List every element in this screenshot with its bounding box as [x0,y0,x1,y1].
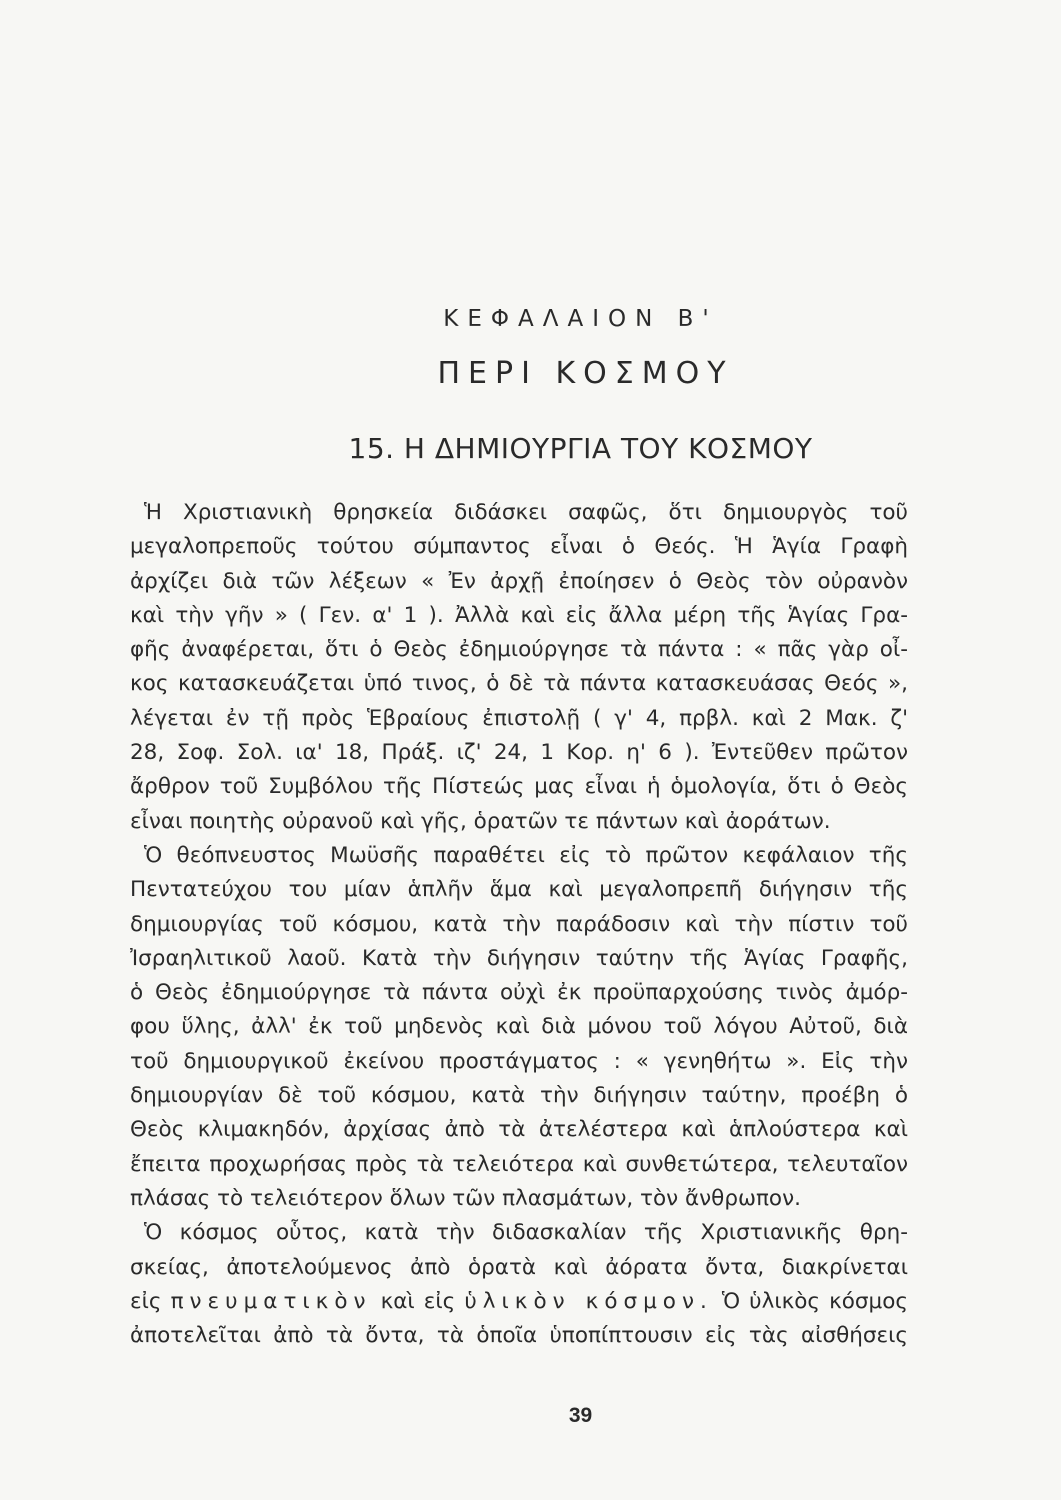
text-line: πλάσας τὸ τελειότερον ὅλων τῶν πλασμάτων, τὸν ἄνθρωπον. [130,1185,801,1211]
text-line: δημιουργίαν δὲ τοῦ κόσμου, κατὰ τὴν διήγησιν ταύτην, προέβη ὁ [130,1083,908,1109]
text-line: ὁ Θεὸς ἐδημιούργησε τὰ πάντα οὐχὶ ἐκ προϋπαρχούσης τινὸς ἀμόρ- [130,980,908,1006]
text-line: Ἡ Χριστιανικὴ θρησκεία διδάσκει σαφῶς, ὅτι δημιουργὸς τοῦ [144,500,908,525]
text-line: Ὁ θεόπνευστος Μωϋσῆς παραθέτει εἰς τὸ πρῶτον κεφάλαιον τῆς [144,842,908,868]
spaced-term: ὑλικὸν κόσμον. [464,1288,713,1314]
text-line: καὶ τὴν γῆν » ( Γεν. α' 1 ). Ἀλλὰ καὶ εἰς ἄλλα μέρη τῆς Ἁγίας Γρα- [130,602,908,628]
text-line: φου ὕλης, ἀλλ' ἐκ τοῦ μηδενὸς καὶ διὰ μόνου τοῦ λόγου Αὐτοῦ, διὰ [130,1014,908,1040]
text-line: Θεὸς κλιμακηδόν, ἀρχίσας ἀπὸ τὰ ἀτελέστερα καὶ ἁπλούστερα καὶ [130,1117,908,1143]
text-fragment: Ὁ ὑλικὸς κόσμος [721,1288,908,1314]
text-line: Πεντατεύχου του μίαν ἁπλῆν ἅμα καὶ μεγαλοπρεπῆ διήγησιν τῆς [130,877,908,903]
text-line: ἄρθρον τοῦ Συμβόλου τῆς Πίστεώς μας εἶναι ἡ ὁμολογία, ὅτι ὁ Θεὸς [130,774,908,800]
text-line: ἀρχίζει διὰ τῶν λέξεων « Ἐν ἀρχῇ ἐποίησεν ὁ Θεὸς τὸν οὐρανὸν [130,568,908,594]
text-line: τοῦ δημιουργικοῦ ἐκείνου προστάγματος : « γενηθήτω ». Εἰς τὴν [130,1048,908,1074]
body-text [130,496,908,1353]
mixed-text-line [130,1285,908,1319]
page-number: 39 [568,1404,593,1427]
spaced-term: πνευματικὸν [170,1288,372,1314]
text-line: ἔπειτα προχωρήσας πρὸς τὰ τελειότερα καὶ συνθετώτερα, τελευταῖον [130,1151,908,1177]
subject-heading: ΠΕΡΙ ΚΟΣΜΟΥ [437,356,734,391]
text-line: Ἰσραηλιτικοῦ λαοῦ. Κατὰ τὴν διήγησιν ταύτην τῆς Ἁγίας Γραφῆς, [130,945,908,971]
text-line: σκείας, ἀποτελούμενος ἀπὸ ὁρατὰ καὶ ἀόρατα ὄντα, διακρίνεται [130,1254,908,1280]
text-line: εἶναι ποιητὴς οὐρανοῦ καὶ γῆς, ὁρατῶν τε πάντων καὶ ἀοράτων. [130,808,831,834]
text-fragment: εἰς [130,1288,162,1314]
text-line: λέγεται ἐν τῇ πρὸς Ἑβραίους ἐπιστολῇ ( γ' 4, πρβλ. καὶ 2 Μακ. ζ' [130,705,908,731]
text-line: Ὁ κόσμος οὗτος, κατὰ τὴν διδασκαλίαν τῆς Χριστιανικῆς θρη- [144,1220,908,1246]
text-line: κος κατασκευάζεται ὑπό τινος, ὁ δὲ τὰ πάντα κατασκευάσας Θεός », [130,671,908,697]
text-fragment: καὶ εἰς [380,1288,456,1314]
text-line: μεγαλοπρεποῦς τούτου σύμπαντος εἶναι ὁ Θεός. Ἡ Ἁγία Γραφὴ [130,534,908,560]
text-line: δημιουργίας τοῦ κόσμου, κατὰ τὴν παράδοσιν καὶ τὴν πίστιν τοῦ [130,911,908,937]
section-heading: 15. Η ΔΗΜΙΟΥΡΓΙΑ ΤΟΥ ΚΟΣΜΟΥ [348,432,813,465]
chapter-heading: ΚΕΦΑΛΑΙΟΝ Β' [443,306,718,332]
text-line: φῆς ἀναφέρεται, ὅτι ὁ Θεὸς ἐδημιούργησε τὰ πάντα : « πᾶς γὰρ οἶ- [130,637,908,663]
text-line: 28, Σοφ. Σολ. ια' 18, Πράξ. ιζ' 24, 1 Κορ. η' 6 ). Ἐντεῦθεν πρῶτον [130,740,908,766]
text-line: ἀποτελεῖται ἀπὸ τὰ ὄντα, τὰ ὁποῖα ὑποπίπτουσιν εἰς τὰς αἰσθήσεις [130,1323,908,1349]
